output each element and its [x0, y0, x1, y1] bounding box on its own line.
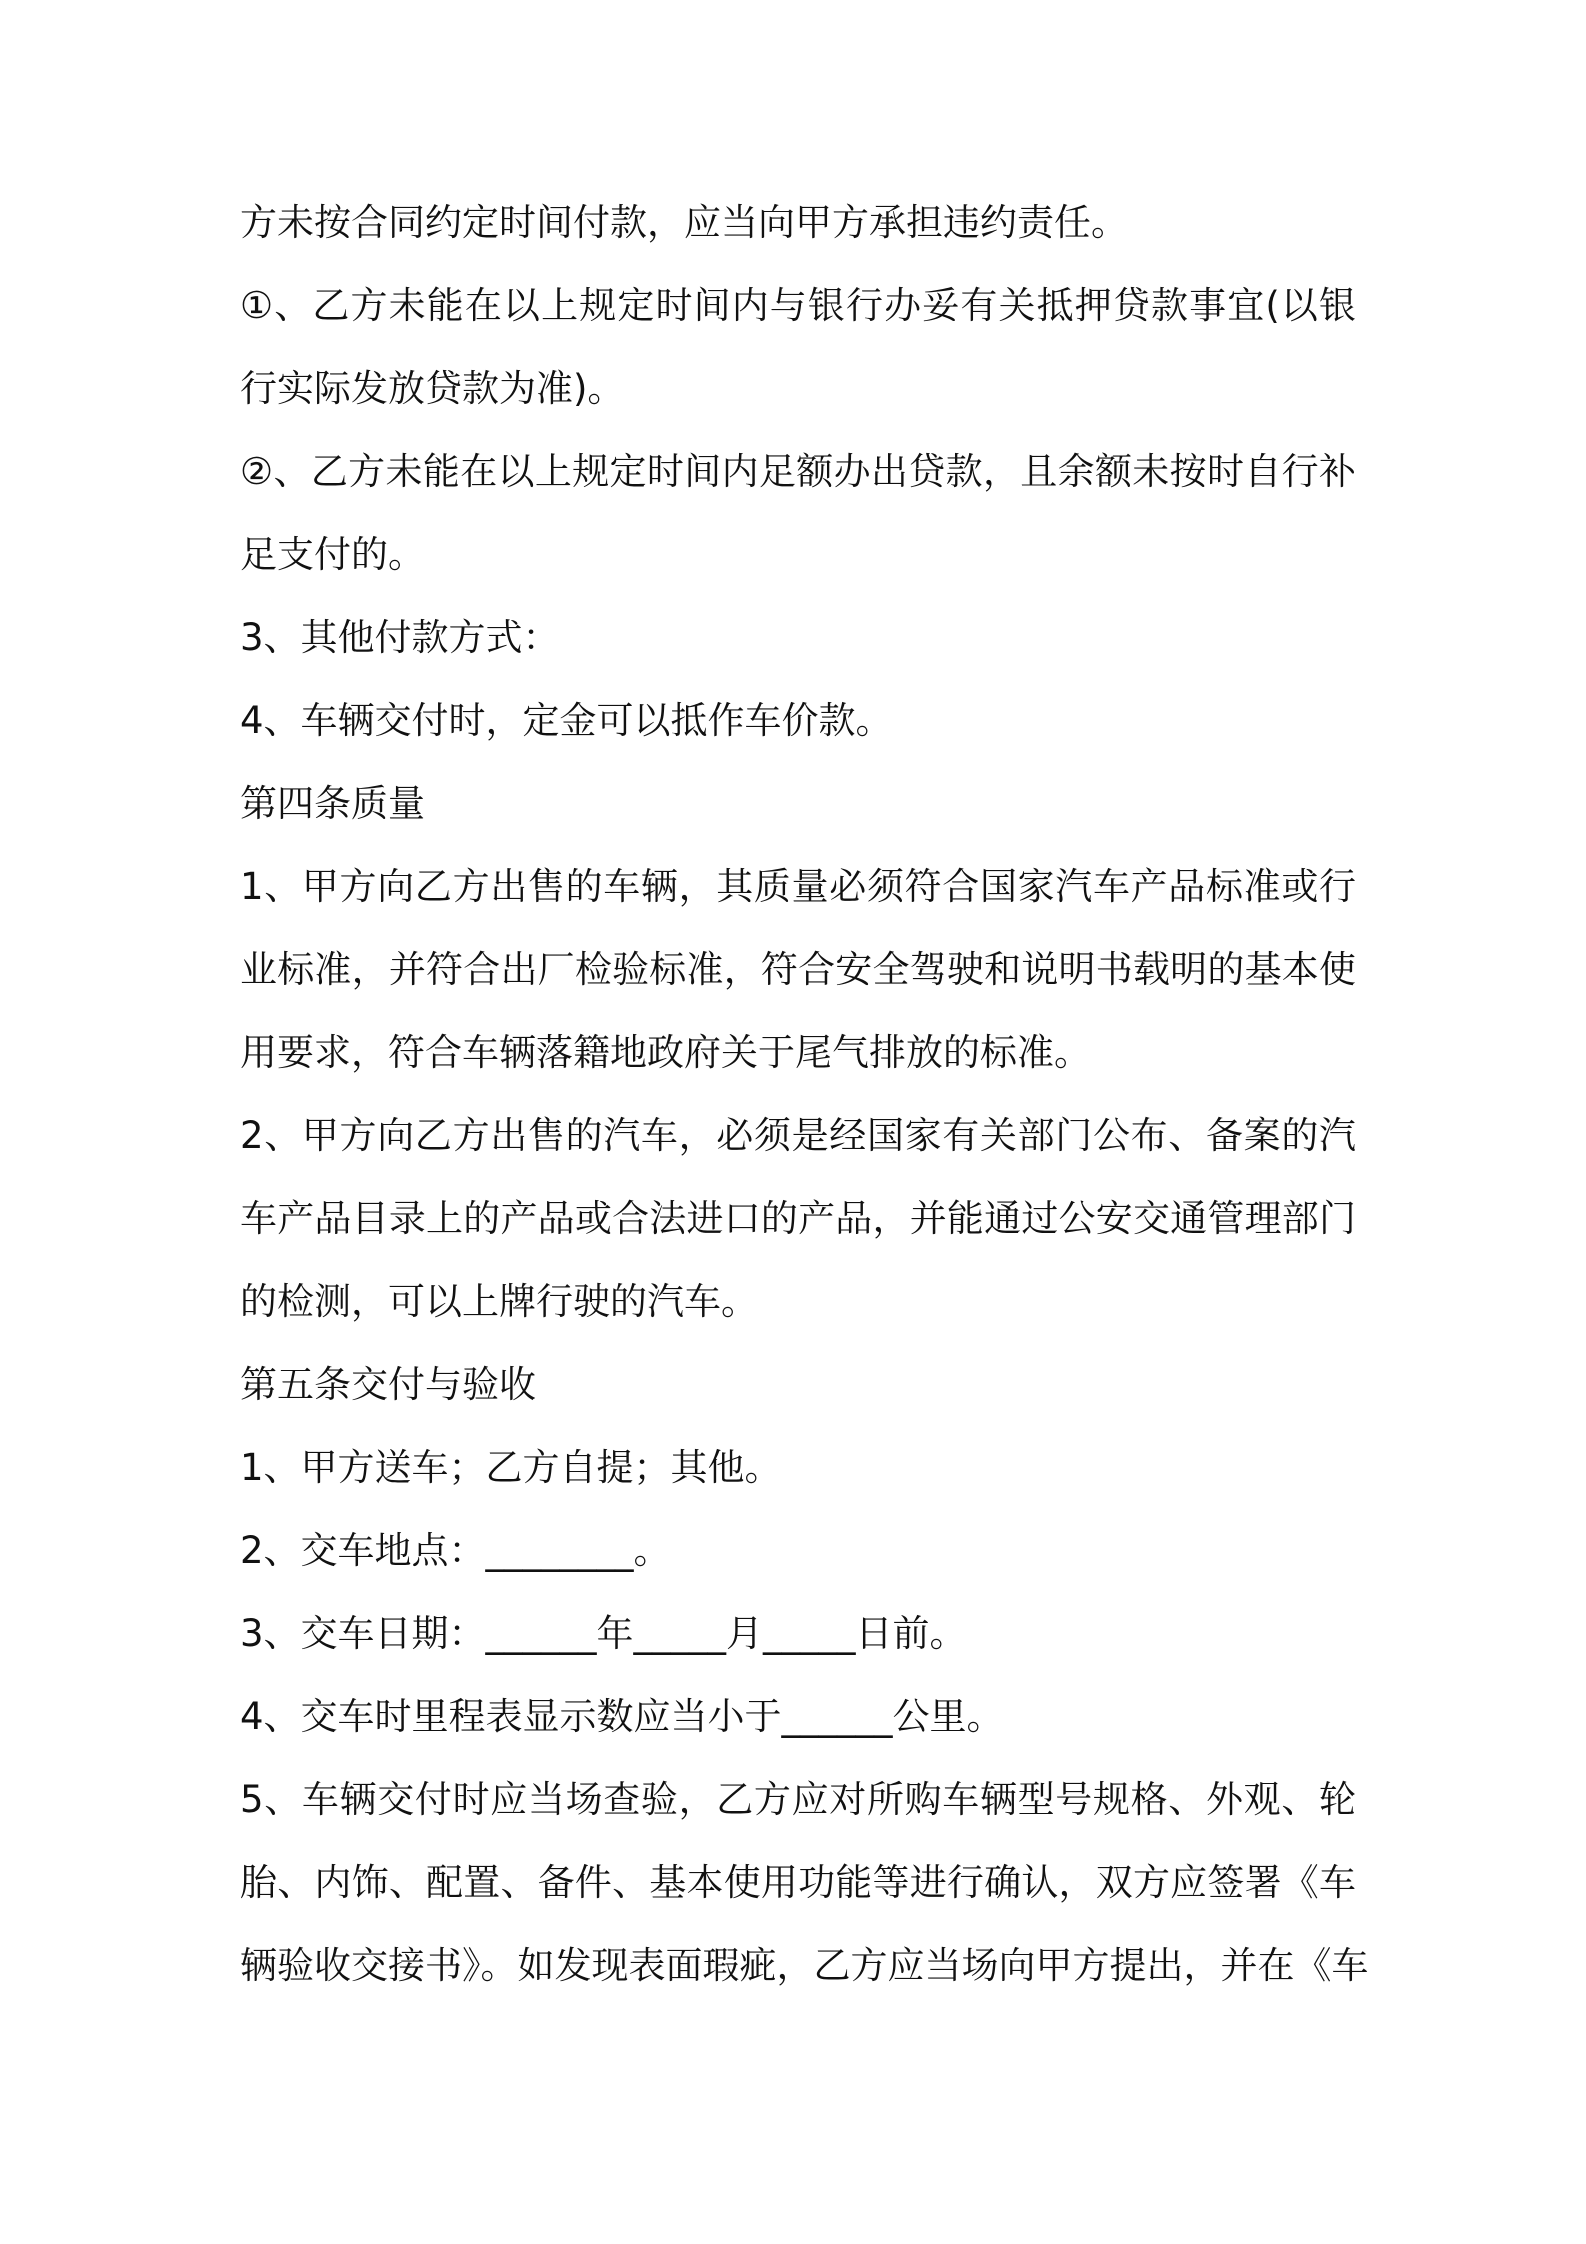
text-line: 2、交车地点：________。: [240, 1529, 671, 1572]
text-line: 车产品目录上的产品或合法进口的产品，并能通过公安交通管理部门: [240, 1197, 1356, 1240]
text-line: 的检测，可以上牌行驶的汽车。: [240, 1280, 758, 1323]
text-line: ②、乙方未能在以上规定时间内足额办出贷款，且余额未按时自行补: [240, 450, 1356, 493]
text-line: 用要求，符合车辆落籍地政府关于尾气排放的标准。: [240, 1031, 1091, 1074]
text-line: 4、交车时里程表显示数应当小于______公里。: [240, 1695, 1004, 1738]
text-line: 行实际发放贷款为准)。: [240, 367, 625, 410]
text-line: 1、甲方向乙方出售的车辆，其质量必须符合国家汽车产品标准或行: [240, 865, 1356, 908]
text-line: 辆验收交接书》。如发现表面瑕疵，乙方应当场向甲方提出，并在《车: [240, 1944, 1369, 1987]
text-line: 4、车辆交付时，定金可以抵作车价款。: [240, 699, 893, 742]
text-line: 3、交车日期：______年_____月_____日前。: [240, 1612, 967, 1655]
text-line: 1、甲方送车；乙方自提；其他。: [240, 1446, 782, 1489]
text-line: 3、其他付款方式：: [240, 616, 560, 659]
text-line: 2、甲方向乙方出售的汽车，必须是经国家有关部门公布、备案的汽: [240, 1114, 1356, 1157]
section-heading: 第四条质量: [240, 782, 425, 825]
text-line: ①、乙方未能在以上规定时间内与银行办妥有关抵押贷款事宜(以银: [240, 284, 1356, 327]
text-line: 胎、内饰、配置、备件、基本使用功能等进行确认，双方应签署《车: [240, 1861, 1356, 1904]
text-line: 业标准，并符合出厂检验标准，符合安全驾驶和说明书载明的基本使: [240, 948, 1356, 991]
text-line: 5、车辆交付时应当场查验，乙方应对所购车辆型号规格、外观、轮: [240, 1778, 1356, 1821]
section-heading: 第五条交付与验收: [240, 1363, 536, 1406]
text-line: 方未按合同约定时间付款，应当向甲方承担违约责任。: [240, 201, 1128, 244]
text-line: 足支付的。: [240, 533, 425, 576]
